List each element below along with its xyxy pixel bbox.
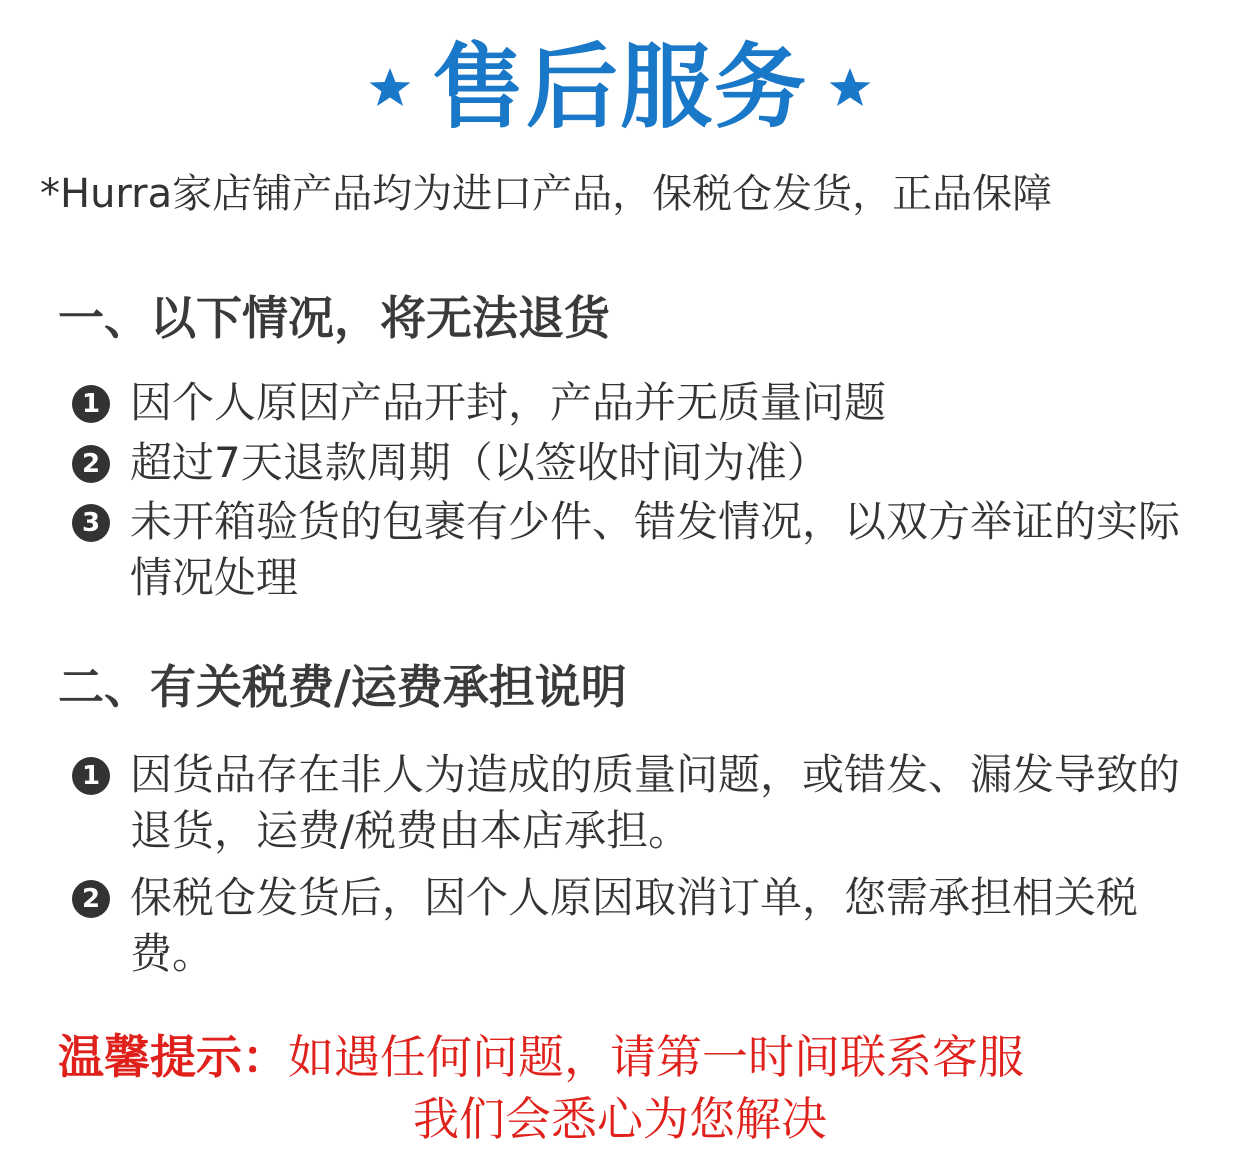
- number-badge: 2: [72, 880, 110, 918]
- list-item: [72, 870, 1192, 982]
- tip-label: 温馨提示：: [58, 1030, 288, 1084]
- list-item-text: 保税仓发货后，因个人原因取消订单，您需承担相关税费。: [130, 873, 1139, 978]
- section-heading-fees: 二、有关税费/运费承担说明: [58, 660, 627, 714]
- list-item-text: 未开箱验货的包裹有少件、错发情况，以双方举证的实际情况处理: [130, 497, 1181, 602]
- number-badge: 1: [72, 757, 110, 795]
- list-item: [72, 494, 1192, 606]
- list-item-text: 超过7天退款周期（以签收时间为准）: [130, 438, 829, 487]
- list-item-text: 因个人原因产品开封，产品并无质量问题: [130, 378, 887, 427]
- page-header: [0, 28, 1240, 148]
- list-item: [72, 747, 1192, 859]
- number-badge: 3: [72, 504, 110, 542]
- list-item: [72, 435, 1192, 491]
- star-icon: [826, 64, 874, 112]
- list-item-text: 因货品存在非人为造成的质量问题，或错发、漏发导致的退货，运费/税费由本店承担。: [130, 750, 1181, 855]
- star-icon: [366, 64, 414, 112]
- tip-line1: 如遇任何问题，请第一时间联系客服: [288, 1030, 1024, 1084]
- number-badge: 1: [72, 385, 110, 423]
- list-item: [72, 375, 1192, 431]
- store-notice: *Hurra家店铺产品均为进口产品，保税仓发货，正品保障: [40, 171, 1053, 217]
- page-title: 售后服务: [431, 34, 808, 141]
- tip-line2: 我们会悉心为您解决: [413, 1092, 827, 1146]
- warm-tip: [58, 1028, 1208, 1086]
- number-badge: 2: [72, 445, 110, 483]
- section-heading-no-return: 一、以下情况，将无法退货: [58, 291, 610, 345]
